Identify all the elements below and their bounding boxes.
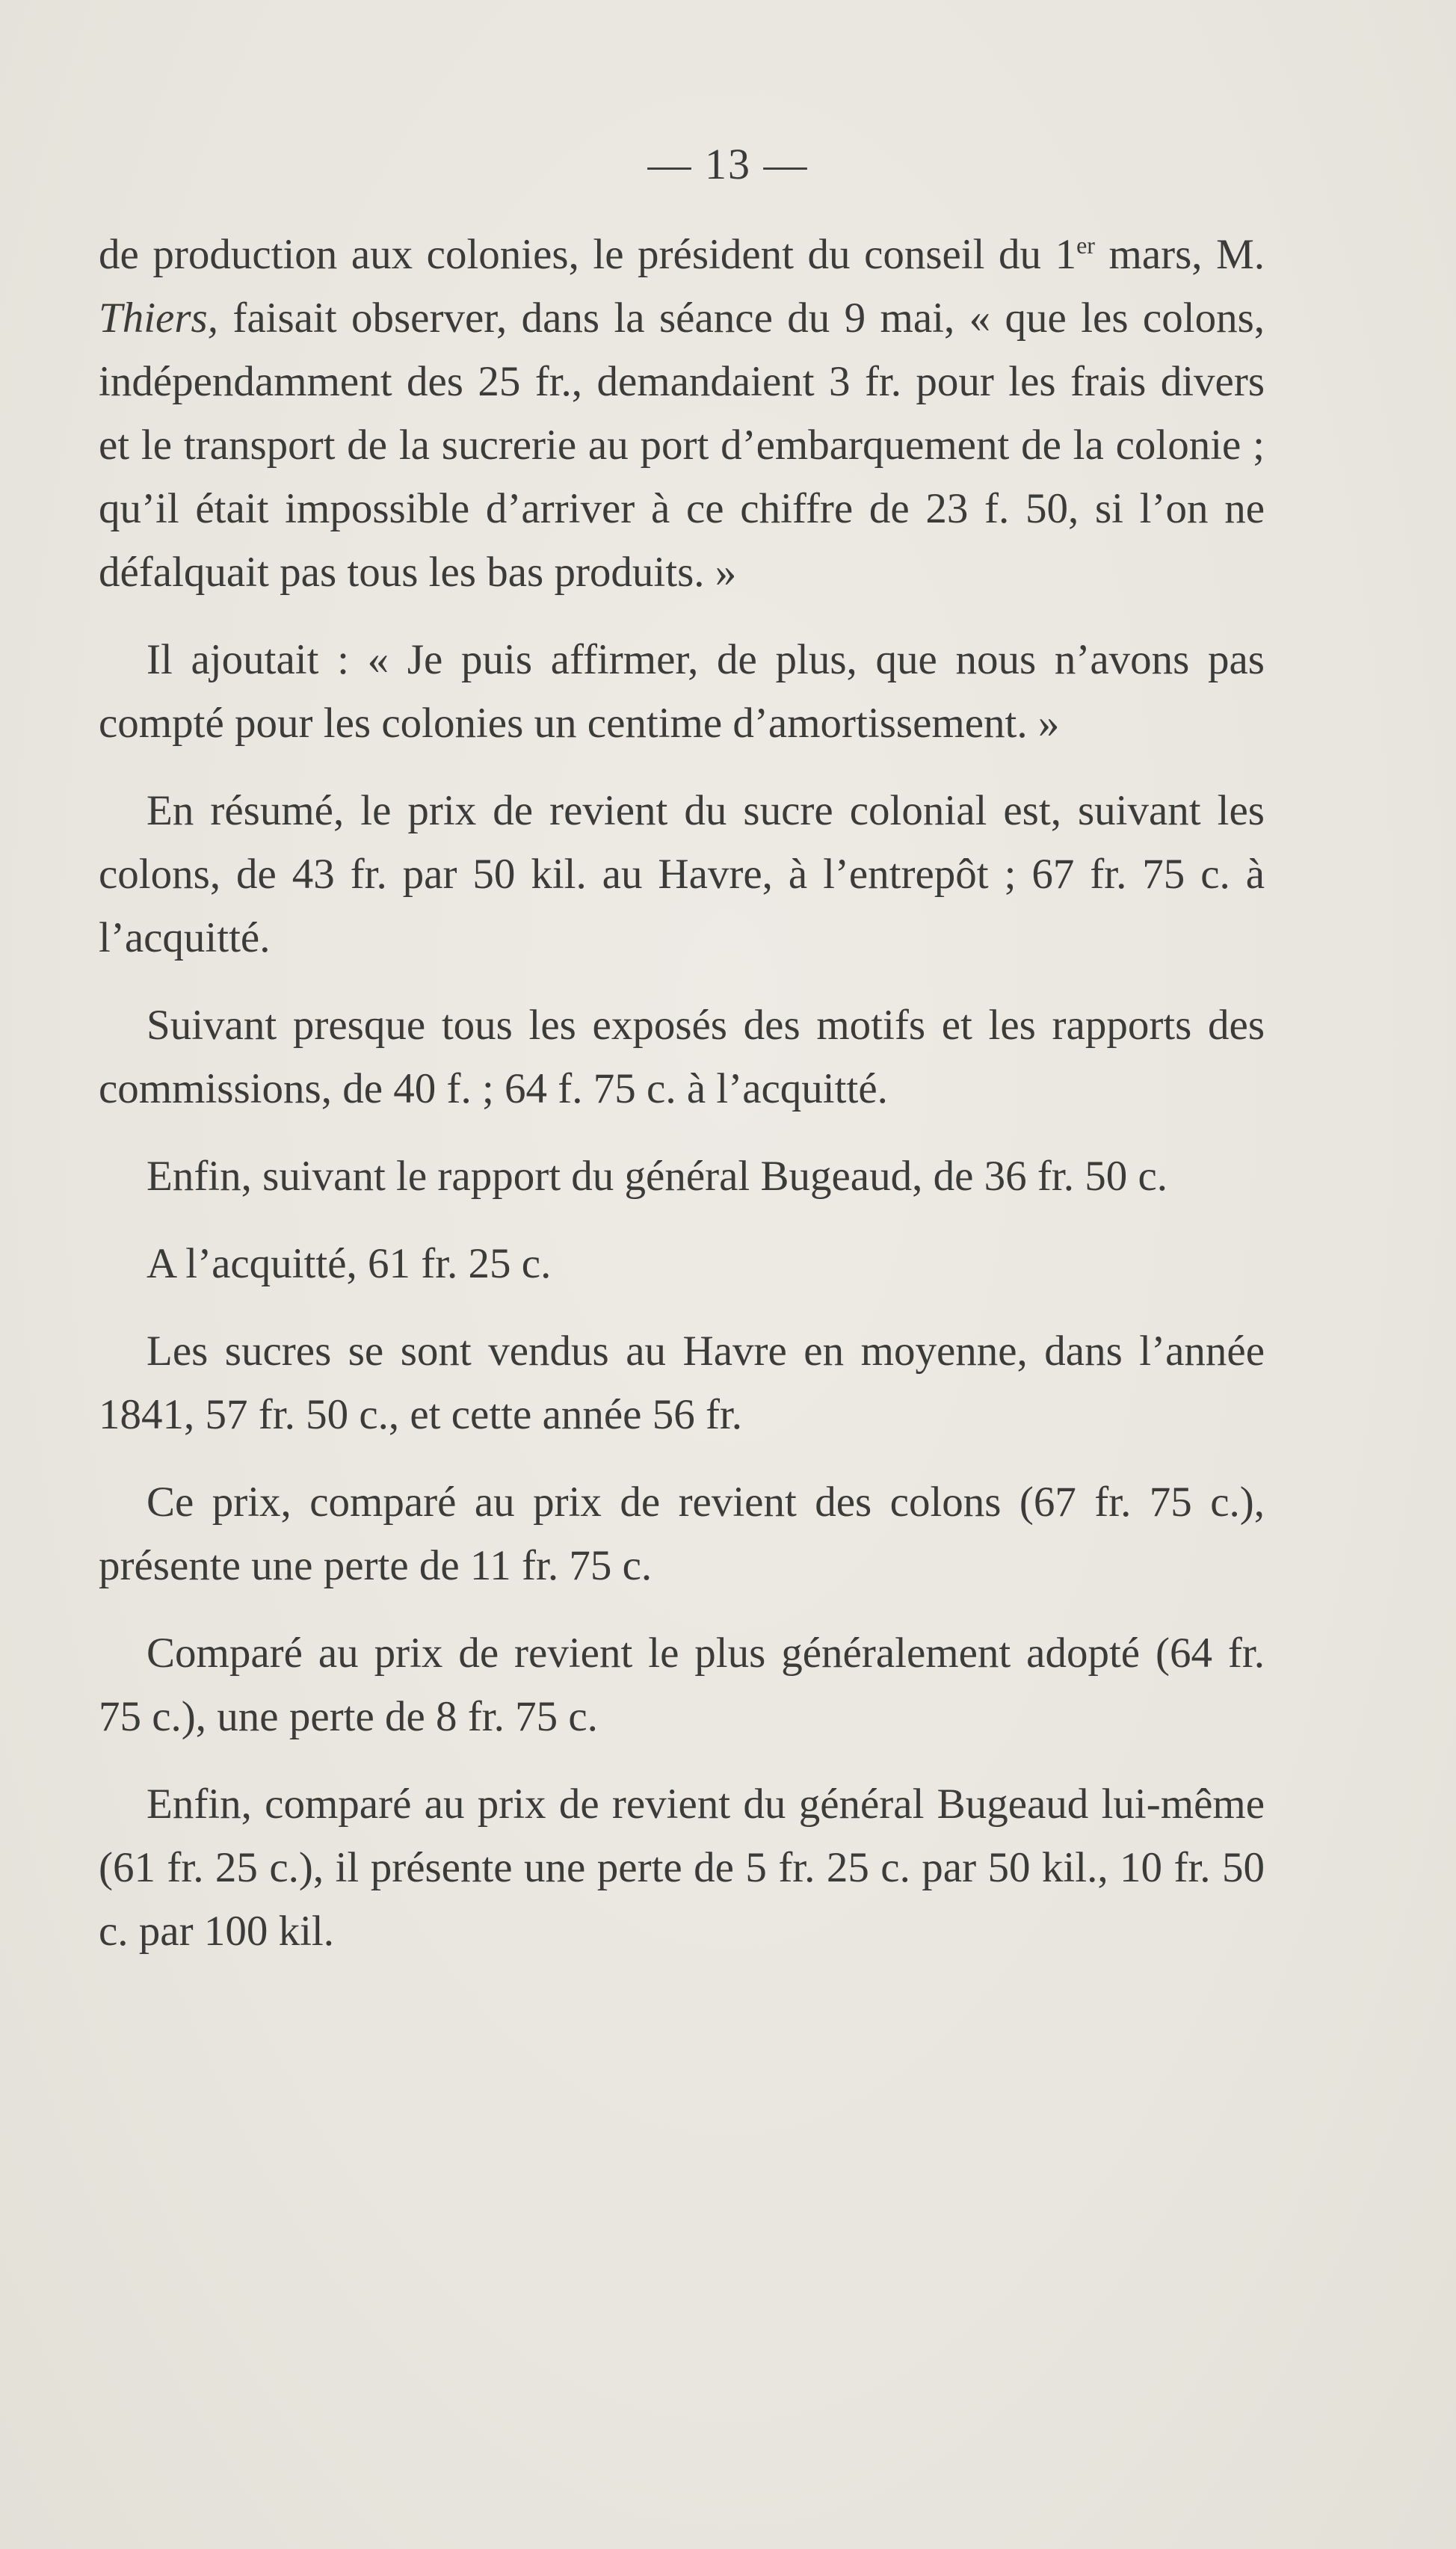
paragraph-1-part-c: faisait observer, dans la séance du 9 mai, « que les colons, indépendamment des 25 fr., demandaient 3 fr. pour les frais divers et le transport de la sucrerie au port d’embarquement de la colonie ; qu’il était impossible d’arriver à ce chiffre de 23 f. 50, si l’on ne défalquait pas tous les bas produits. » — [99, 295, 1265, 596]
paragraph-6: A l’acquitté, 61 fr. 25 c. — [146, 1240, 552, 1287]
paragraph-1 — [99, 223, 1265, 604]
paragraph-1-part-b: mars, M. — [1094, 231, 1265, 278]
paragraph-1-part-a: de production aux colonies, le président du conseil du 1 — [99, 231, 1077, 278]
page-number: — 13 — — [647, 140, 809, 188]
paragraph-2: Il ajoutait : « Je puis affirmer, de plus, que nous n’avons pas compté pour les colonies un centime d’amortissement. » — [99, 636, 1265, 747]
paragraph-7: Les sucres se sont vendus au Havre en moyenne, dans l’année 1841, 57 fr. 50 c., et cette année 56 fr. — [99, 1328, 1265, 1438]
paragraph-9: Comparé au prix de revient le plus généralement adopté (64 fr. 75 c.), une perte de 8 fr. 75 c. — [99, 1630, 1265, 1740]
paragraph-8: Ce prix, comparé au prix de revient des colons (67 fr. 75 c.), présente une perte de 11 fr. 75 c. — [99, 1479, 1265, 1589]
paragraph-4: Suivant presque tous les exposés des motifs et les rapports des commissions, de 40 f. ; 64 f. 75 c. à l’acquitté. — [99, 1002, 1265, 1112]
body-text — [99, 223, 1265, 1963]
ordinal-superscript: er — [1076, 232, 1095, 259]
paragraph-5: Enfin, suivant le rapport du général Bugeaud, de 36 fr. 50 c. — [146, 1153, 1168, 1200]
paragraph-10: Enfin, comparé au prix de revient du général Bugeaud lui-même (61 fr. 25 c.), il présente une perte de 5 fr. 25 c. par 50 kil., 10 fr. 50 c. par 100 kil. — [99, 1781, 1265, 1955]
person-name-thiers: Thiers, — [99, 295, 218, 342]
paragraph-3: En résumé, le prix de revient du sucre colonial est, suivant les colons, de 43 fr. par 50 kil. au Havre, à l’entrepôt ; 67 fr. 75 c. à l’acquitté. — [99, 787, 1265, 961]
